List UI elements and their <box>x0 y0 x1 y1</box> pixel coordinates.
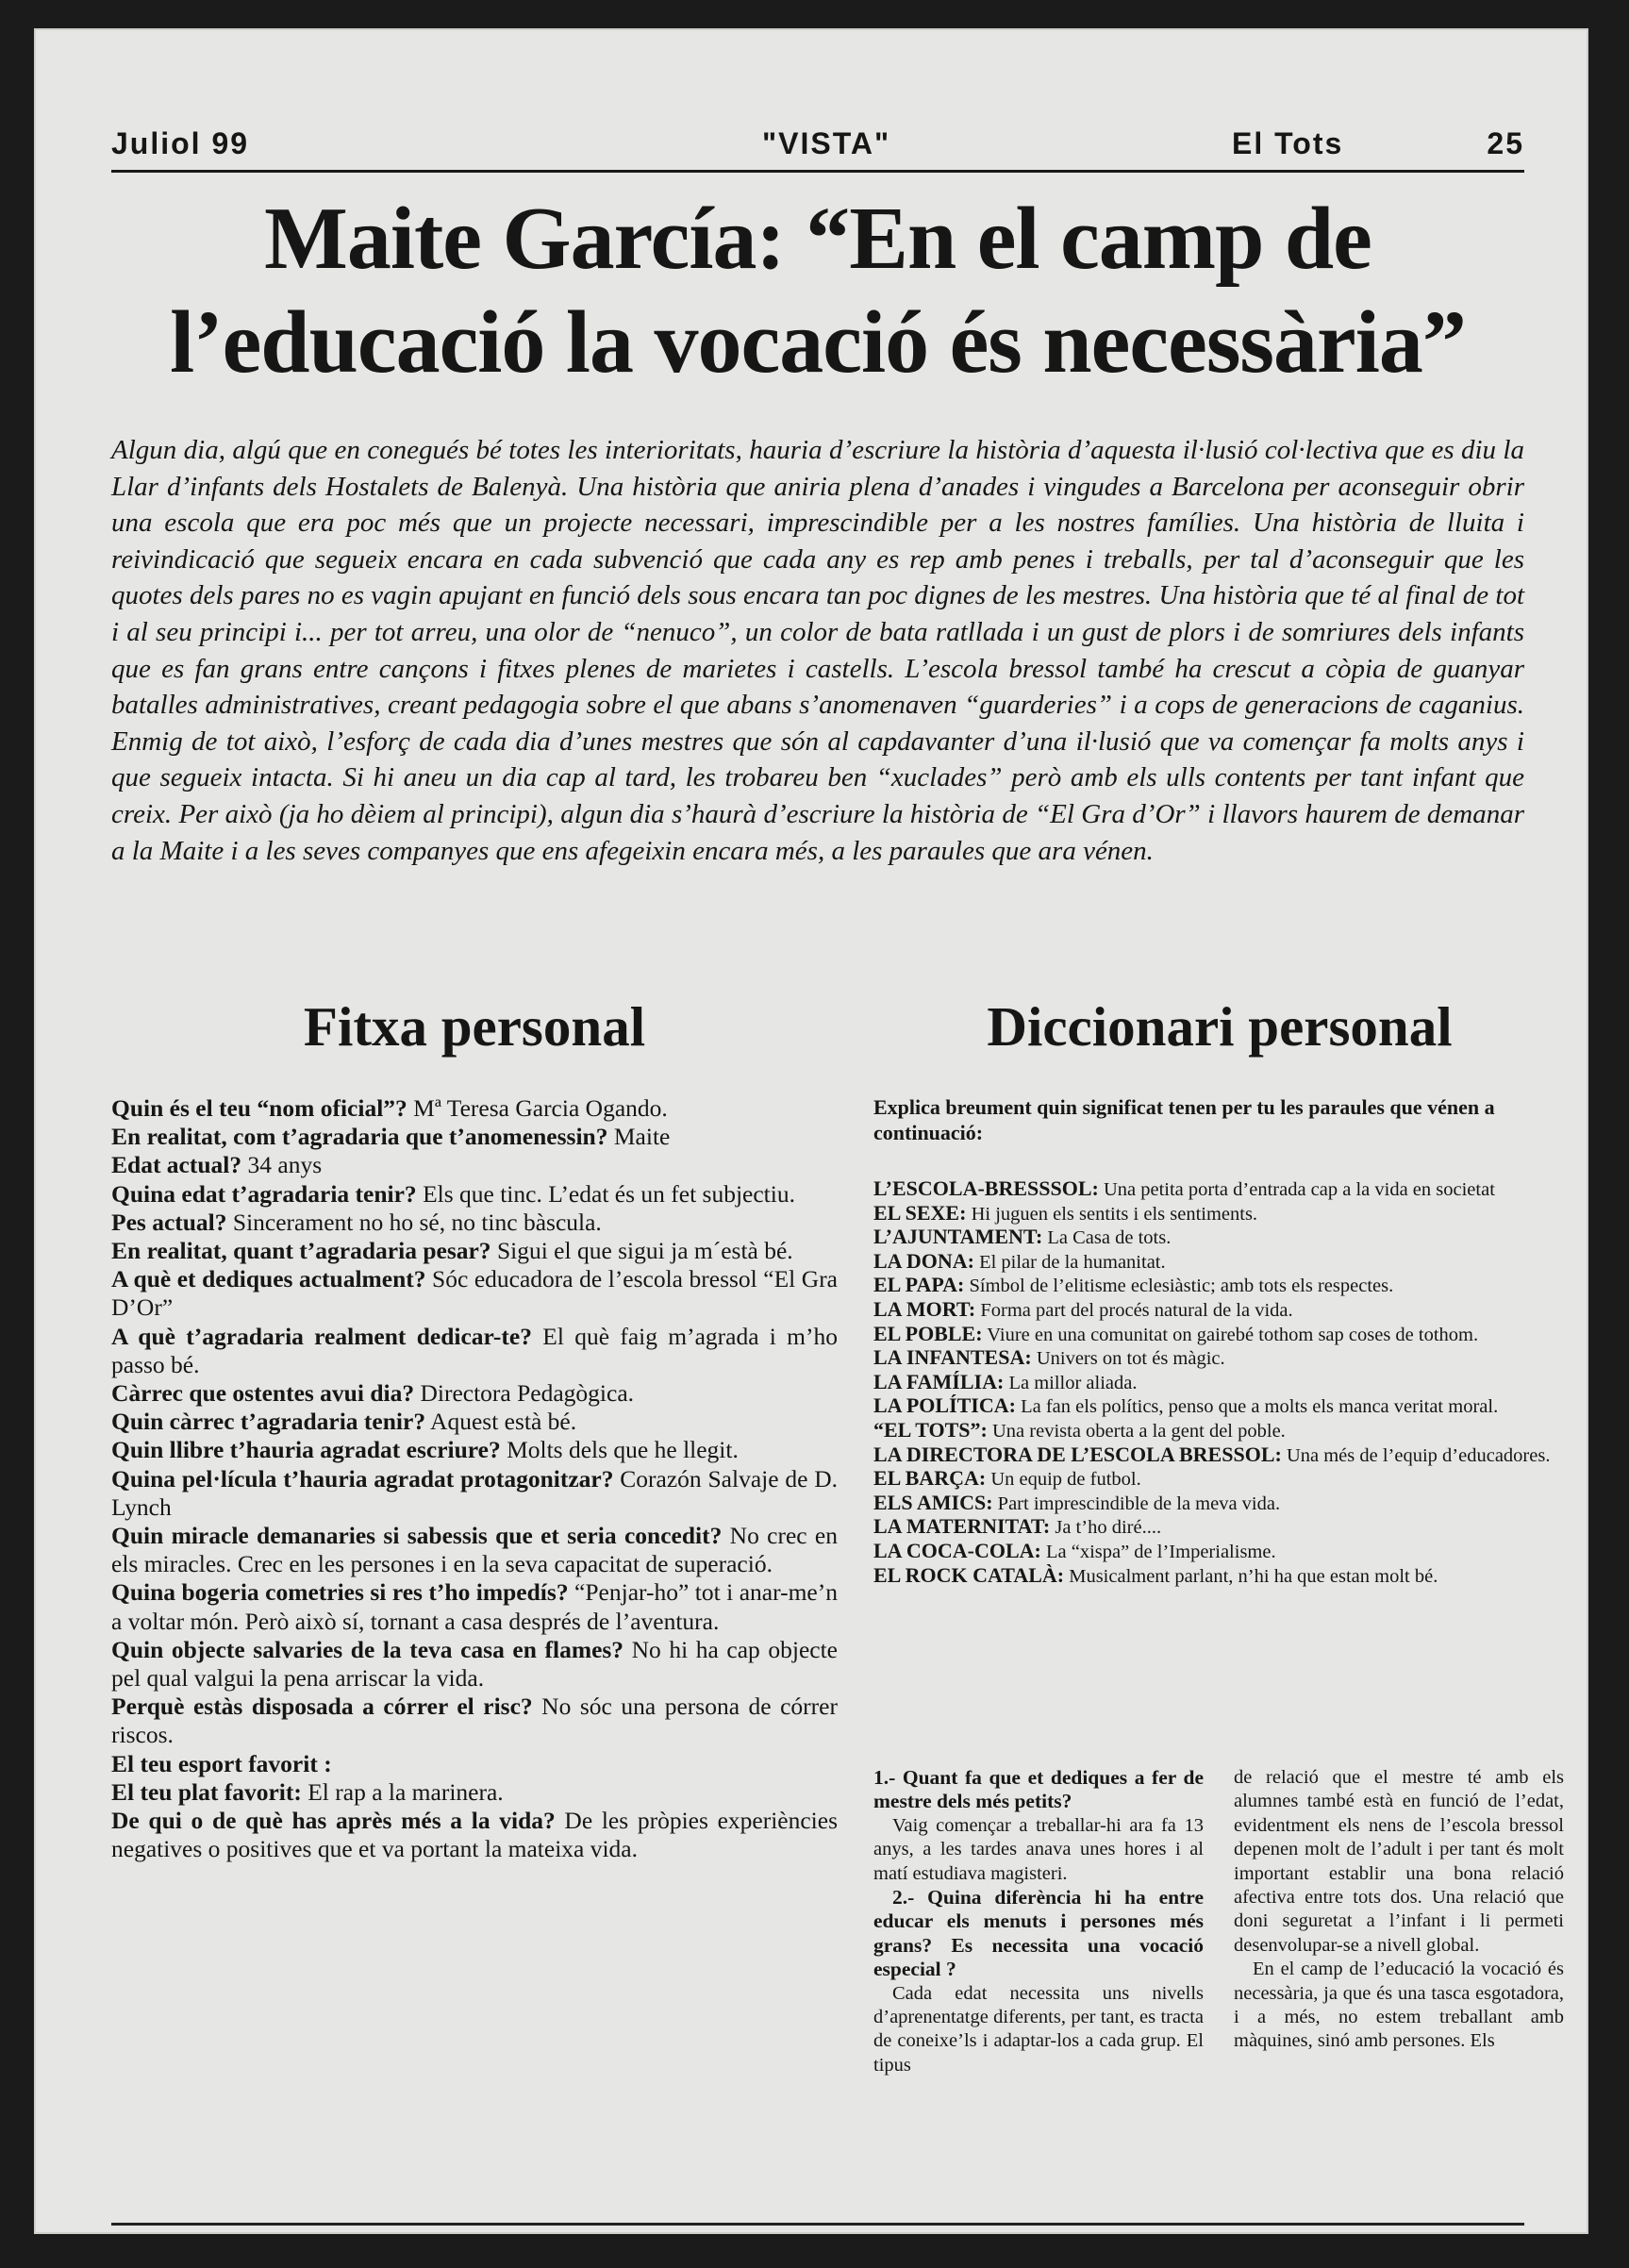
fitxa-question: En realitat, quant t’agradaria pesar? <box>111 1237 491 1265</box>
fitxa-item <box>111 1750 838 1778</box>
diccionari-term: EL ROCK CATALÀ: <box>873 1562 1065 1587</box>
fitxa-question: Quin càrrec t’agradaria tenir? <box>111 1408 426 1436</box>
diccionari-entry <box>873 1202 1566 1226</box>
fitxa-question: El teu esport favorit : <box>111 1749 332 1777</box>
fitxa-answer: Els que tinc. L’edat és un fet subjectiu. <box>416 1179 795 1208</box>
diccionari-entry <box>873 1467 1566 1492</box>
diccionari-term: L’ESCOLA-BRESSSOL: <box>873 1176 1099 1200</box>
diccionari-term: EL POBLE: <box>873 1321 983 1345</box>
diccionari-list <box>873 1177 1566 1588</box>
diccionari-definition: Una petita porta d’entrada cap a la vida en societat <box>1098 1179 1495 1200</box>
diccionari-entry <box>873 1346 1566 1371</box>
diccionari-definition: Una revista oberta a la gent del poble. <box>987 1420 1286 1442</box>
fitxa-item <box>111 1209 838 1237</box>
fitxa-question: Càrrec que ostentes avui dia? <box>111 1379 415 1408</box>
fitxa-title: Fitxa personal <box>303 995 646 1058</box>
diccionari-entry <box>873 1419 1566 1443</box>
diccionari-definition: Part imprescindible de la meva vida. <box>992 1493 1281 1514</box>
fitxa-item <box>111 1094 838 1123</box>
fitxa-item <box>111 1379 838 1408</box>
fitxa-answer: Mª Teresa Garcia Ogando. <box>407 1094 668 1122</box>
fitxa-answer: No hi ha cap objecte pel qual valgui la pena arriscar la vida. <box>111 1635 838 1693</box>
diccionari-title: Diccionari personal <box>987 995 1453 1058</box>
diccionari-term: LA MORT: <box>873 1296 976 1321</box>
diccionari-term: LA DONA: <box>873 1248 974 1273</box>
fitxa-question: Edat actual? <box>111 1151 242 1179</box>
diccionari-entry <box>873 1226 1566 1250</box>
diccionari-definition: Musicalment parlant, n’hi ha que estan molt bé. <box>1064 1565 1438 1587</box>
fitxa-question: Pes actual? <box>111 1208 227 1236</box>
fitxa-item <box>111 1123 838 1151</box>
fitxa-personal-section <box>111 991 838 1863</box>
fitxa-question: Quin llibre t’hauria agradat escriure? <box>111 1436 501 1464</box>
diccionari-entry <box>873 1371 1566 1395</box>
fitxa-item <box>111 1578 838 1635</box>
header-date: Juliol 99 <box>111 126 250 160</box>
diccionari-definition: Hi juguen els sentits i els sentiments. <box>966 1203 1258 1225</box>
fitxa-answer: Sóc educadora de l’escola bressol “El Gra D’Or” <box>111 1265 838 1322</box>
fitxa-item <box>111 1408 838 1436</box>
diccionari-definition: Un equip de futbol. <box>986 1469 1141 1491</box>
diccionari-term: L’AJUNTAMENT: <box>873 1225 1043 1249</box>
diccionari-entry <box>873 1492 1566 1516</box>
diccionari-entry <box>873 1540 1566 1564</box>
interview-answer-1: Vaig començar a treballar-hi ara fa 13 anys, a les tardes anava unes hores i al matí estudiava magisteri. <box>873 1814 1204 1884</box>
fitxa-answer: No crec en els miracles. Crec en les persones i en la seva capacitat de superació. <box>111 1522 838 1578</box>
fitxa-answer: Maite <box>607 1123 671 1151</box>
newspaper-page <box>34 28 1588 2234</box>
diccionari-term: ELS AMICS: <box>873 1490 993 1514</box>
fitxa-question: Perquè estàs disposada a córrer el risc? <box>111 1693 533 1721</box>
fitxa-item <box>111 1636 838 1693</box>
diccionari-term: LA MATERNITAT: <box>873 1514 1051 1539</box>
interview-question-1: 1.- Quant fa que et dediques a fer de mestre dels més petits? <box>873 1766 1204 1813</box>
fitxa-list <box>111 1094 838 1863</box>
article-title-line-2: l’educació la vocació és necessària” <box>170 293 1466 392</box>
fitxa-question: El teu plat favorit: <box>111 1777 302 1806</box>
diccionari-definition: Univers on tot és màgic. <box>1031 1348 1225 1370</box>
diccionari-personal-section <box>873 991 1566 2076</box>
fitxa-question: A què et dediques actualment? <box>111 1265 426 1293</box>
diccionari-term: EL SEXE: <box>873 1200 967 1225</box>
fitxa-item <box>111 1693 838 1749</box>
fitxa-item <box>111 1151 838 1179</box>
diccionari-definition: Símbol de l’elitisme eclesiàstic; amb tots els respectes. <box>964 1276 1394 1297</box>
fitxa-answer: El què faig m’agrada i m’ho passo bé. <box>111 1322 839 1378</box>
interview-column-1 <box>873 1766 1204 2077</box>
interview-question-2: 2.- Quina diferència hi ha entre educar els menuts i persones més grans? Es necessita una vocació especial ? <box>873 1886 1204 1981</box>
fitxa-question: Quin miracle demanaries si sabessis que et seria concedit? <box>111 1522 723 1550</box>
interview-answer-2-more: En el camp de l’educació la vocació és necessària, ja que és una tasca esgotadora, i a més, no estem treballant amb màquines, sinó amb persones. Els <box>1234 1959 1564 2052</box>
fitxa-answer: No sóc una persona de córrer riscos. <box>111 1693 838 1749</box>
article-title-line-1: Maite García: “En el camp de <box>264 190 1371 288</box>
fitxa-item <box>111 1465 838 1522</box>
fitxa-item <box>111 1436 838 1464</box>
diccionari-entry <box>873 1515 1566 1540</box>
fitxa-answer: Directora Pedagògica. <box>414 1379 635 1408</box>
diccionari-definition: Forma part del procés natural de la vida. <box>975 1299 1293 1321</box>
fitxa-answer: 34 anys <box>241 1151 323 1179</box>
diccionari-term: “EL TOTS”: <box>873 1417 988 1442</box>
interview-answer-2-start: Cada edat necessita uns nivells d’aprenentatge diferents, per tant, es tracta de coneixe’ls i adaptar-los a cada grup. El tipus <box>873 1982 1204 2076</box>
fitxa-item <box>111 1522 838 1578</box>
fitxa-answer: Aquest està bé. <box>425 1408 577 1436</box>
fitxa-item <box>111 1323 838 1379</box>
fitxa-answer: El rap a la marinera. <box>301 1777 504 1806</box>
fitxa-answer: “Penjar-ho” tot i anar-me’n a voltar món. Però això sí, tornant a casa després de l’aventura. <box>111 1578 838 1635</box>
fitxa-item <box>111 1778 838 1807</box>
diccionari-instruction: Explica breument quin significat tenen per tu les paraules que vénen a continuació: <box>873 1095 1495 1144</box>
diccionari-entry <box>873 1443 1566 1468</box>
diccionari-term: LA POLÍTICA: <box>873 1393 1016 1418</box>
fitxa-item <box>111 1180 838 1209</box>
fitxa-item <box>111 1237 838 1265</box>
diccionari-entry <box>873 1394 1566 1419</box>
fitxa-answer: Corazón Salvaje de D. Lynch <box>111 1464 838 1521</box>
diccionari-term: EL BARÇA: <box>873 1466 987 1491</box>
diccionari-entry <box>873 1250 1566 1275</box>
fitxa-answer: De les pròpies experiències negatives o positives que et va portant la mateixa vida. <box>111 1807 839 1863</box>
diccionari-term: EL PAPA: <box>873 1273 965 1297</box>
interview-column-2 <box>1234 1766 1564 2054</box>
fitxa-question: Quin és el teu “nom oficial”? <box>111 1094 407 1122</box>
fitxa-answer: Sigui el que sigui ja m´està bé. <box>490 1237 793 1265</box>
diccionari-definition: La millor aliada. <box>1004 1372 1138 1393</box>
diccionari-term: LA INFANTESA: <box>873 1345 1032 1370</box>
interview-answer-2-continued: de relació que el mestre té amb els alumnes també està en funció de l’edat, evidentment els nens de l’escola bressol depenen molt de l’adult i per tant és molt important establir una bona relació afectiva entre tots dos. Una relació que doni seguretat a l’infant i li permeti desenvolupar-se a nivell global. <box>1234 1767 1564 1956</box>
diccionari-entry <box>873 1298 1566 1323</box>
header-page-number: 25 <box>1487 126 1524 160</box>
diccionari-term: LA COCA-COLA: <box>873 1538 1041 1562</box>
fitxa-item <box>111 1265 838 1322</box>
diccionari-term: LA FAMÍLIA: <box>873 1369 1005 1393</box>
fitxa-question: En realitat, com t’agradaria que t’anomenessin? <box>111 1123 608 1151</box>
article-title <box>100 187 1536 394</box>
article-intro: Algun dia, algú que en conegués bé totes les interioritats, hauria d’escriure la història d’aquesta il·lusió col·lectiva que es diu la Llar d’infants dels Hostalets de Balenyà. Una història que aniria plena d’anades i vingudes a Barcelona per aconseguir obrir una escola que era poc més que un projecte necessari, imprescindible per a les nostres famílies. Una història de lluita i reivindicació que segueix encara en cada subvenció que cada any es rep amb penes i treballs, per tal d’aconseguir que les quotes dels pares no es vagin apujant en funció dels sous encara tan poc dignes de les mestres. Una història que té al final de tot i al seu principi i... per tot arreu, una olor de “nenuco”, un color de bata ratllada i un gust de plors i de somriures dels infants que es fan grans entre cançons i fitxes plenes de marietes i castells. L’escola bressol també ha crescut a còpia de guanyar batalles administratives, creant pedagogia sobre el que abans s’anomenaven “guarderies” i a cops de generacions de caganius. Enmig de tot això, l’esforç de cada dia d’unes mestres que són al capdavanter d’una il·lusió que va començar fa molts anys i que segueix intacta. Si hi aneu un dia cap al tard, les trobareu ben “xuclades” però amb els ulls contents per tant infant que creix. Per això (ja ho dèiem al principi), algun dia s’haurà d’escriure la història de “El Gra d’Or” i llavors haurem de demanar a la Maite i a les seves companyes que ens afegeixin encara més, a les paraules que ara vénen. <box>111 435 1524 866</box>
diccionari-entry <box>873 1177 1566 1202</box>
fitxa-question: Quina edat t’agradaria tenir? <box>111 1179 417 1208</box>
fitxa-answer: Sincerament no ho sé, no tinc bàscula. <box>226 1208 602 1236</box>
page-header <box>111 100 1524 173</box>
diccionari-entry <box>873 1323 1566 1347</box>
diccionari-definition: Una més de l’equip d’educadores. <box>1281 1444 1551 1466</box>
fitxa-question: Quin objecte salvaries de la teva casa en flames? <box>111 1635 624 1663</box>
diccionari-definition: Ja t’ho diré.... <box>1050 1517 1162 1539</box>
fitxa-answer: Molts dels que he llegit. <box>500 1436 739 1464</box>
diccionari-term: LA DIRECTORA DE L’ESCOLA BRESSOL: <box>873 1442 1282 1466</box>
fitxa-item <box>111 1807 838 1863</box>
diccionari-definition: La fan els polítics, penso que a molts els manca veritat moral. <box>1015 1396 1499 1418</box>
fitxa-question: Quina pel·lícula t’hauria agradat protagonitzar? <box>111 1464 614 1493</box>
fitxa-question: De qui o de què has après més a la vida? <box>111 1807 556 1835</box>
diccionari-definition: Viure en una comunitat on gairebé tothom sap coses de tothom. <box>982 1324 1479 1345</box>
diccionari-entry <box>873 1274 1566 1298</box>
header-section: "VISTA" <box>762 126 891 160</box>
diccionari-definition: La “xispa” de l’Imperialisme. <box>1040 1541 1276 1562</box>
fitxa-question: A què t’agradaria realment dedicar-te? <box>111 1322 532 1350</box>
fitxa-question: Quina bogeria cometries si res t’ho impedís? <box>111 1578 569 1607</box>
diccionari-definition: La Casa de tots. <box>1042 1227 1172 1249</box>
header-publication: El Tots <box>1232 126 1344 160</box>
diccionari-definition: El pilar de la humanitat. <box>973 1251 1166 1273</box>
diccionari-entry <box>873 1564 1566 1589</box>
footer-rule <box>111 2223 1524 2226</box>
